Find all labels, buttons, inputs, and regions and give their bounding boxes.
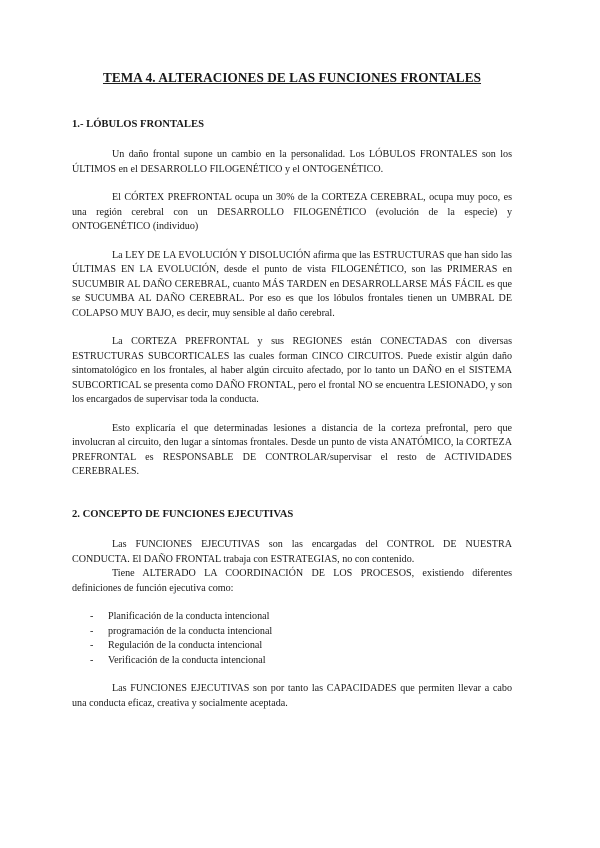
paragraph: La LEY DE LA EVOLUCIÓN Y DISOLUCIÓN afirma que las ESTRUCTURAS que han sido las ÚLTIMAS EN LA EVOLUCIÓN, desde el punto de vista FILOGENÉTICO, son las PRIMERAS en SUCUMBIR AL DAÑO CEREBRAL, cuanto MÁS TARDEN en DESARROLLARSE MÁS FÁCIL es que se SUCUMBA AL DAÑO CEREBRAL. Por eso es que los lóbulos frontales tienen un UMBRAL DE COLAPSO MUY BAJO, es decir, muy sensible al daño cerebral.: [72, 249, 512, 319]
document-title: TEMA 4. ALTERACIONES DE LAS FUNCIONES FRONTALES: [102, 70, 482, 85]
paragraph: La CORTEZA PREFRONTAL y sus REGIONES están CONECTADAS con diversas ESTRUCTURAS SUBCORTICALES las cuales forman CINCO CIRCUITOS. Puede existir algún daño sintomatológico en los frontales, al haber algún circuito afectado, por lo tanto un DAÑO en el SISTEMA SUBCORTICAL se presenta como DAÑO FRONTAL, pero el frontal NO se encuentra LESIONADO, y son los encargados de supervisar toda la conducta.: [72, 336, 513, 405]
list-item: - programación de la conducta intencional: [90, 625, 512, 640]
paragraph: Tiene ALTERADO LA COORDINACIÓN DE LOS PROCESOS, existiendo diferentes definiciones de función ejecutiva como:: [72, 568, 512, 594]
paragraph: Esto explicaría el que determinadas lesiones a distancia de la corteza prefrontal, pero que involucran al circuito, den lugar a síntomas frontales. Desde un punto de vista ANATÓMICO, la CORTEZA PREFRONTAL es RESPONSABLE DE CONTROLAR/supervisar el resto de ACTIVIDADES CEREBRALES.: [72, 422, 512, 477]
list-item: - Regulación de la conducta intencional: [90, 639, 512, 654]
paragraph: Las FUNCIONES EJECUTIVAS son las encargadas del CONTROL DE NUESTRA CONDUCTA. El DAÑO FRONTAL trabaja con ESTRATEGIAS, no con contenido.: [72, 539, 512, 565]
section-heading-funciones-ejecutivas: 2. CONCEPTO DE FUNCIONES EJECUTIVAS: [72, 508, 294, 520]
executive-functions-list: [72, 610, 512, 668]
paragraph: El CÓRTEX PREFRONTAL ocupa un 30% de la CORTEZA CEREBRAL, ocupa muy poco, es una región cerebral con un DESARROLLO FILOGENÉTICO (evolución de la especie) y ONTOGENÉTICO (individuo): [72, 192, 512, 232]
list-item: - Verificación de la conducta intencional: [90, 654, 512, 669]
section-heading-lobulos-frontales: 1.- LÓBULOS FRONTALES: [72, 118, 204, 130]
paragraph: Un daño frontal supone un cambio en la personalidad. Los LÓBULOS FRONTALES son los ÚLTIMOS en el DESARROLLO FILOGENÉTICO y el ONTOGENÉTICO.: [72, 149, 512, 175]
list-item: - Planificación de la conducta intencional: [90, 610, 512, 625]
paragraph: Las FUNCIONES EJECUTIVAS son por tanto las CAPACIDADES que permiten llevar a cabo una conducta eficaz, creativa y socialmente aceptada.: [72, 683, 512, 709]
